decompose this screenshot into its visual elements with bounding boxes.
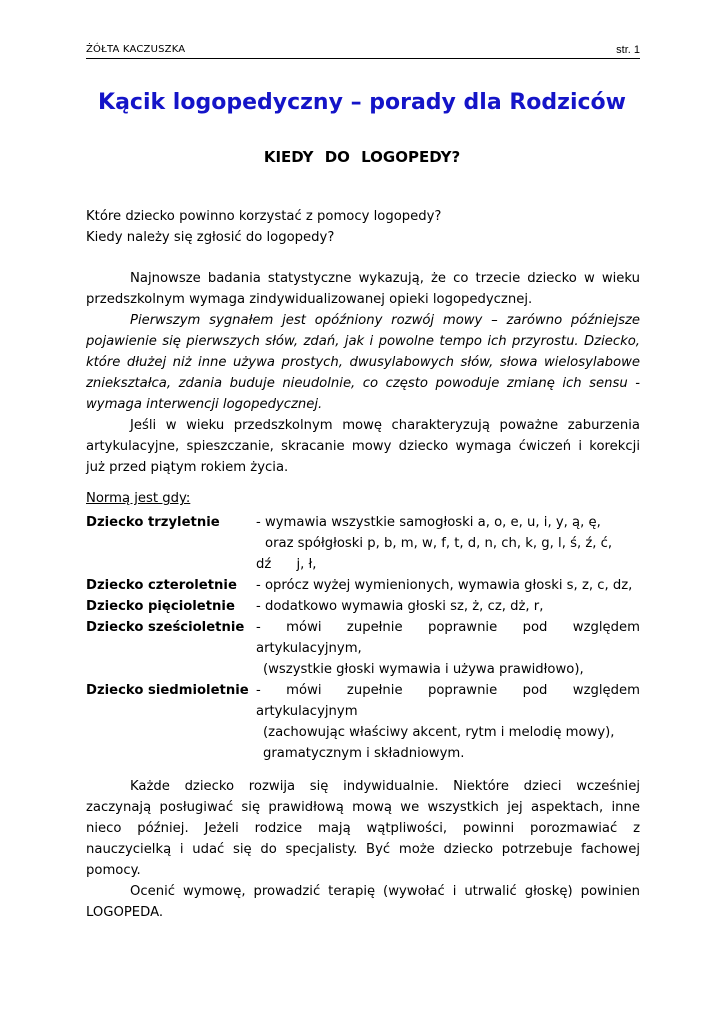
text-line: LOGOPEDA. bbox=[86, 905, 164, 920]
text-line: artykulacyjne, spieszczanie, skracanie mowy dziecko wymaga ćwiczeń i korekcji bbox=[86, 439, 640, 454]
norm-description bbox=[256, 596, 640, 617]
norm-line: artykulacyjnym bbox=[256, 704, 358, 719]
text-line: zniekształca, zdania buduje nieudolnie, co często powoduje zmianę ich sensu - bbox=[86, 376, 640, 391]
text-line: już przed piątym rokiem życia. bbox=[86, 460, 289, 475]
intro-paragraph-2 bbox=[86, 310, 640, 415]
section-subtitle: KIEDY DO LOGOPEDY? bbox=[263, 148, 461, 166]
norm-age-label: Dziecko siedmioletnie bbox=[86, 683, 249, 698]
norm-line: - wymawia wszystkie samogłoski a, o, e, u, i, y, ą, ę, bbox=[256, 515, 601, 530]
text-line: Jeśli w wieku przedszkolnym mowę charakteryzują poważne zaburzenia bbox=[130, 418, 640, 433]
text-line: wymaga interwencji logopedycznej. bbox=[86, 397, 323, 412]
norm-description bbox=[256, 617, 640, 680]
norm-line: - mówi zupełnie poprawnie pod względem bbox=[256, 620, 640, 635]
text-line: zaczynają posługiwać się prawidłową mową we wszystkich jej aspektach, inne bbox=[86, 800, 640, 815]
question-line: Które dziecko powinno korzystać z pomocy logopedy? bbox=[86, 209, 442, 224]
norm-line: gramatycznym i składniowym. bbox=[263, 746, 465, 761]
text-line: nauczycielką i udać się do specjalisty. Być może dziecko potrzebuje fachowej bbox=[86, 842, 640, 857]
intro-paragraph-3 bbox=[86, 415, 640, 478]
norm-age-label: Dziecko pięcioletnie bbox=[86, 599, 235, 614]
page-title: Kącik logopedyczny – porady dla Rodziców bbox=[98, 90, 626, 115]
norm-age-label: Dziecko sześcioletnie bbox=[86, 620, 245, 635]
closing-paragraph-1 bbox=[86, 776, 640, 881]
questions-block bbox=[86, 206, 640, 248]
closing-paragraph-2 bbox=[86, 881, 640, 923]
norm-line: (wszystkie głoski wymawia i używa prawidłowo), bbox=[263, 662, 584, 677]
norm-description bbox=[256, 680, 640, 764]
header-brand: ŻÓŁTA KACZUSZKA bbox=[86, 44, 186, 55]
norm-line: - oprócz wyżej wymienionych, wymawia głoski s, z, c, dz, bbox=[256, 578, 633, 593]
norm-age-label: Dziecko czteroletnie bbox=[86, 578, 237, 593]
norm-description bbox=[256, 575, 640, 596]
norm-line: - mówi zupełnie poprawnie pod względem bbox=[256, 683, 640, 698]
norms-heading: Normą jest gdy: bbox=[86, 491, 191, 506]
norm-line: (zachowując właściwy akcent, rytm i melodię mowy), bbox=[263, 725, 615, 740]
page-header bbox=[86, 42, 640, 59]
text-line: Każde dziecko rozwija się indywidualnie. Niektóre dzieci wcześniej bbox=[130, 779, 640, 794]
page-number: str. 1 bbox=[616, 44, 640, 56]
norm-age-label: Dziecko trzyletnie bbox=[86, 515, 220, 530]
norm-line: oraz spółgłoski p, b, m, w, f, t, d, n, ch, k, g, l, ś, ź, ć, bbox=[265, 536, 613, 551]
text-line: Pierwszym sygnałem jest opóźniony rozwój mowy – zarówno późniejsze bbox=[130, 313, 640, 328]
norm-description bbox=[256, 512, 640, 575]
norm-line: - dodatkowo wymawia głoski sz, ż, cz, dż, r, bbox=[256, 599, 544, 614]
norm-line: artykulacyjnym, bbox=[256, 641, 362, 656]
text-line: które dłużej niż inne używa prostych, dwusylabowych słów, słowa wielosylabowe bbox=[86, 355, 640, 370]
norm-line: dź j, ł, bbox=[256, 557, 317, 572]
text-line: nieco później. Jeżeli rodzice mają wątpliwości, powinni porozmawiać z bbox=[86, 821, 640, 836]
text-line: przedszkolnym wymaga zindywidualizowanej opieki logopedycznej. bbox=[86, 292, 533, 307]
text-line: pojawienie się pierwszych słów, zdań, jak i powolne tempo ich przyrostu. Dziecko, bbox=[86, 334, 640, 349]
text-line: Ocenić wymowę, prowadzić terapię (wywołać i utrwalić głoskę) powinien bbox=[130, 884, 640, 899]
text-line: pomocy. bbox=[86, 863, 141, 878]
question-line: Kiedy należy się zgłosić do logopedy? bbox=[86, 230, 335, 245]
intro-paragraph-1 bbox=[86, 268, 640, 310]
text-line: Najnowsze badania statystyczne wykazują, że co trzecie dziecko w wieku bbox=[130, 271, 640, 286]
